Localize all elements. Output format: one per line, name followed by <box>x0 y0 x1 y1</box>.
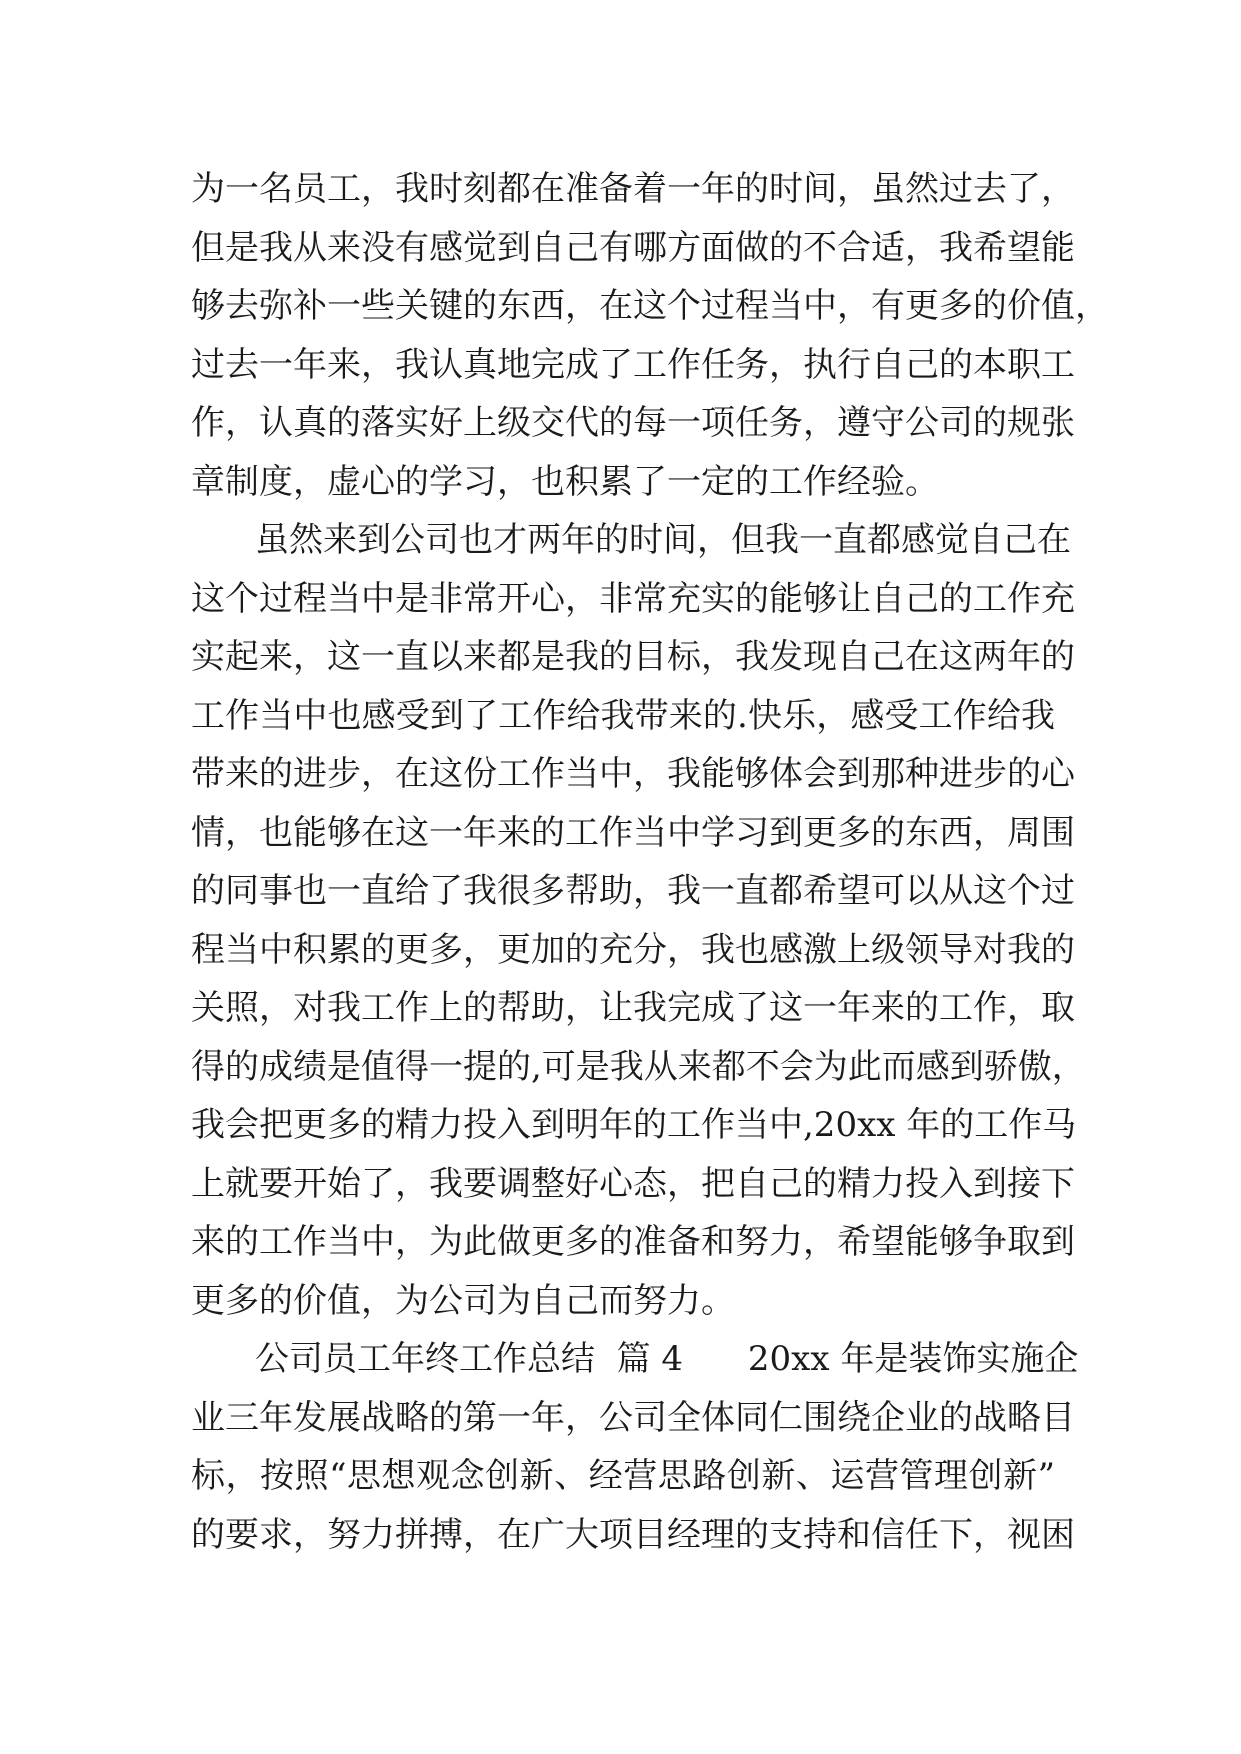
text-line: 实起来，这一直以来都是我的目标，我发现自己在这两年的 <box>191 637 1075 677</box>
text-line: 这个过程当中是非常开心，非常充实的能够让自己的工作充 <box>191 578 1075 619</box>
text-line: 带来的进步，在这份工作当中，我能够体会到那种进步的心 <box>191 754 1075 794</box>
paragraph-2 <box>191 511 1086 1330</box>
paragraph-3 <box>191 1330 1079 1564</box>
text-line: 过去一年来，我认真地完成了工作任务，执行自己的本职工 <box>191 344 1075 385</box>
text-line: 来的工作当中，为此做更多的准备和努力，希望能够争取到 <box>191 1222 1075 1262</box>
text-line: 我会把更多的精力投入到明年的工作当中,20xx 年的工作马 <box>191 1105 1077 1145</box>
document-body <box>191 160 1109 1564</box>
text-line: 但是我从来没有感觉到自己有哪方面做的不合适，我希望能 <box>191 227 1075 268</box>
text-line: 为一名员工，我时刻都在准备着一年的时间，虽然过去了， <box>191 169 1075 209</box>
text-line: 够去弥补一些关键的东西，在这个过程当中，有更多的价值， <box>191 286 1109 326</box>
text-line: 工作当中也感受到了工作给我带来的.快乐，感受工作给我 <box>191 695 1055 736</box>
text-line: 关照，对我工作上的帮助，让我完成了这一年来的工作，取 <box>191 988 1075 1028</box>
text-line: 公司员工年终工作总结 篇 4 20xx 年是装饰实施企 <box>255 1339 1079 1379</box>
text-line: 更多的价值，为公司为自己而努力。 <box>191 1280 735 1321</box>
text-line: 的要求，努力拼搏，在广大项目经理的支持和信任下，视困 <box>191 1514 1075 1555</box>
text-line: 上就要开始了，我要调整好心态，把自己的精力投入到接下 <box>191 1163 1075 1204</box>
text-line: 的同事也一直给了我很多帮助，我一直都希望可以从这个过 <box>191 871 1075 911</box>
text-line: 程当中积累的更多，更加的充分，我也感激上级领导对我的 <box>191 929 1075 970</box>
text-line: 虽然来到公司也才两年的时间，但我一直都感觉自己在 <box>255 520 1071 560</box>
text-line: 业三年发展战略的第一年，公司全体同仁围绕企业的战略目 <box>191 1397 1075 1438</box>
text-line: 得的成绩是值得一提的,可是我从来都不会为此而感到骄傲， <box>191 1046 1086 1087</box>
text-line: 章制度，虚心的学习，也积累了一定的工作经验。 <box>191 461 939 502</box>
paragraph-1 <box>191 160 1109 511</box>
text-line: 情，也能够在这一年来的工作当中学习到更多的东西，周围 <box>191 812 1075 853</box>
text-line: 标，按照“思想观念创新、经营思路创新、运营管理创新” <box>191 1456 1055 1496</box>
text-line: 作，认真的落实好上级交代的每一项任务，遵守公司的规张 <box>191 403 1075 443</box>
